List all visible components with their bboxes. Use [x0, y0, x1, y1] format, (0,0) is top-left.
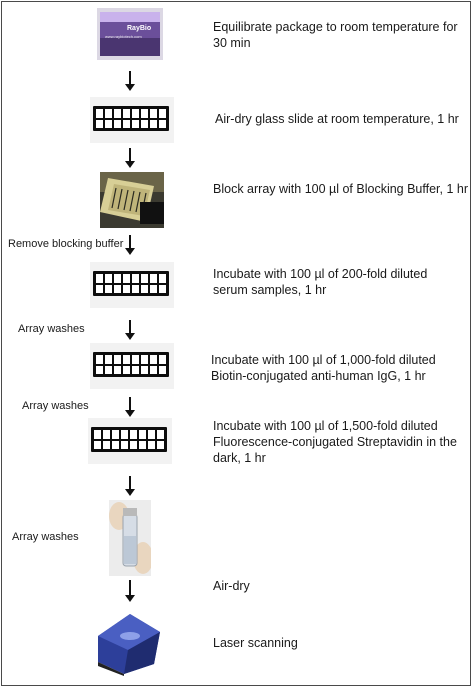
transition-label-array-washes: Array washes: [22, 400, 89, 412]
arrow-4: [125, 320, 135, 340]
tube-image: [109, 500, 151, 576]
array-blocking-image: [100, 172, 164, 228]
arrow-2: [125, 148, 135, 168]
glass-slide-image: [90, 343, 174, 389]
transition-label-array-washes: Array washes: [18, 323, 85, 335]
step-6-text: Incubate with 100 µl of 1,500-fold diluted Fluorescence-conjugated Streptavidin in the dark, 1 hr: [213, 419, 457, 465]
glass-slide-image: [88, 418, 172, 464]
step-7-text: Air-dry: [213, 579, 250, 593]
arrow-1: [125, 71, 135, 91]
step-8-text: Laser scanning: [213, 636, 298, 650]
arrow-3: [125, 235, 135, 255]
arrow-6: [125, 476, 135, 496]
package-brand: RayBio: [127, 25, 152, 32]
transition-label-array-washes: Array washes: [12, 531, 79, 543]
step-3-text: Block array with 100 µl of Blocking Buffer, 1 hr: [213, 182, 469, 196]
step-5-text: Incubate with 100 µl of 1,000-fold diluted Biotin-conjugated anti-human IgG, 1 hr: [211, 353, 436, 383]
arrow-7: [125, 580, 135, 602]
step-1-text: Equilibrate package to room temperature for 30 min: [213, 20, 458, 50]
step-4-text: Incubate with 100 µl of 200-fold diluted serum samples, 1 hr: [213, 267, 428, 297]
arrow-5: [125, 397, 135, 417]
glass-slide-image: [90, 97, 174, 143]
laser-scanner-image: [94, 606, 164, 676]
kit-package-image: [97, 8, 163, 60]
transition-label-remove-buffer: Remove blocking buffer: [8, 238, 124, 250]
package-url: www.raybiotech.com: [105, 34, 142, 39]
step-2-text: Air-dry glass slide at room temperature, 1 hr: [215, 112, 459, 126]
glass-slide-image: [90, 262, 174, 308]
